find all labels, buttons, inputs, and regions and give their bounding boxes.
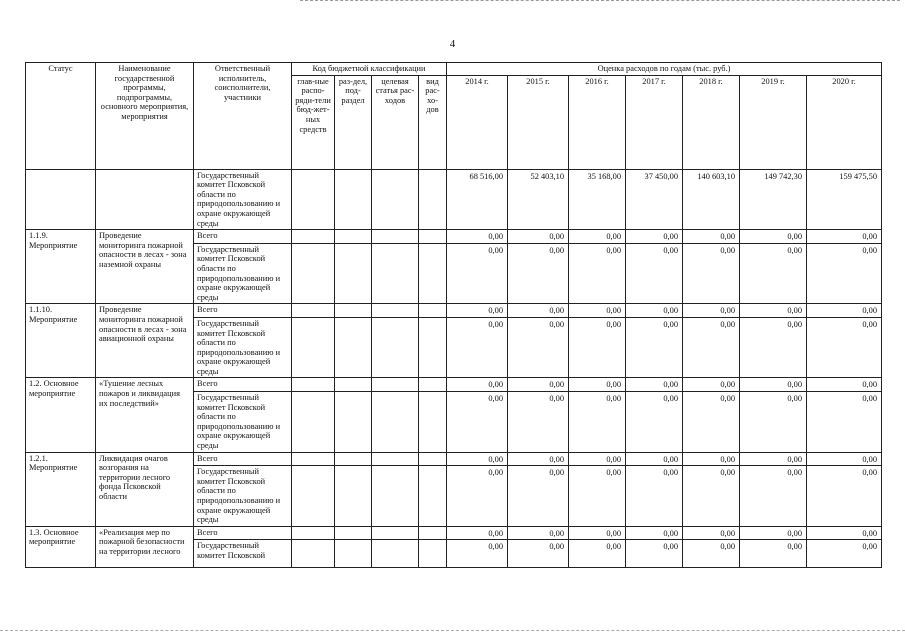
value-cell: 0,00 <box>626 392 683 453</box>
status-cell: 1.2.1. Мероприятие <box>26 452 96 526</box>
value-cell: 0,00 <box>447 304 508 318</box>
value-cell: 0,00 <box>447 378 508 392</box>
value-cell: 0,00 <box>626 466 683 527</box>
status-cell: 1.2. Основное мероприятие <box>26 378 96 452</box>
value-cell: 0,00 <box>447 317 508 378</box>
value-cell: 0,00 <box>807 230 882 244</box>
name-cell: Проведение мониторинга пожарной опасности в лесах - зона наземной охраны <box>96 230 194 304</box>
header-year: 2018 г. <box>683 75 740 169</box>
name-cell <box>96 169 194 230</box>
value-cell: 0,00 <box>569 540 626 568</box>
header-expenses: Оценка расходов по годам (тыс. руб.) <box>447 63 882 76</box>
table-row <box>26 230 882 244</box>
name-cell: «Тушение лесных пожаров и ликвидация их последствий» <box>96 378 194 452</box>
header-year: 2017 г. <box>626 75 683 169</box>
value-cell: 0,00 <box>740 392 807 453</box>
value-cell: 0,00 <box>626 378 683 392</box>
scan-edge-bottom <box>0 630 905 633</box>
value-cell: 0,00 <box>508 378 569 392</box>
value-cell: 0,00 <box>508 230 569 244</box>
value-cell: 0,00 <box>508 466 569 527</box>
value-cell: 0,00 <box>569 392 626 453</box>
value-cell: 0,00 <box>626 317 683 378</box>
value-cell: 0,00 <box>683 392 740 453</box>
name-cell: «Реализация мер по пожарной безопасности на территории лесного <box>96 526 194 568</box>
header-name: Наименование государственной программы, подпрограммы, основного мероприятия, мероприятия <box>96 63 194 170</box>
value-cell: 0,00 <box>508 526 569 540</box>
value-cell: 0,00 <box>447 466 508 527</box>
value-cell: 0,00 <box>626 452 683 466</box>
value-cell: 0,00 <box>807 243 882 304</box>
value-cell: 0,00 <box>447 540 508 568</box>
value-cell: 0,00 <box>683 526 740 540</box>
responsible-cell: Государственный комитет Псковской <box>194 540 292 568</box>
header-budget-col: вид рас-хо-дов <box>419 75 447 169</box>
value-cell: 0,00 <box>807 317 882 378</box>
header-year: 2020 г. <box>807 75 882 169</box>
responsible-cell: Государственный комитет Псковской области по природопользованию и охране окружающей среды <box>194 466 292 527</box>
value-cell: 0,00 <box>569 304 626 318</box>
status-cell: 1.1.10. Мероприятие <box>26 304 96 378</box>
scan-edge-top <box>300 0 900 4</box>
header-budget-col: раз-дел, под-раздел <box>335 75 372 169</box>
total-label: Всего <box>194 230 292 244</box>
value-cell: 0,00 <box>683 466 740 527</box>
total-label: Всего <box>194 526 292 540</box>
value-cell: 0,00 <box>626 304 683 318</box>
value-cell: 0,00 <box>740 540 807 568</box>
header-budget-code: Код бюджетной классификации <box>292 63 447 76</box>
value-cell: 68 516,00 <box>447 169 508 230</box>
header-status: Статус <box>26 63 96 170</box>
value-cell: 0,00 <box>807 392 882 453</box>
header-responsible: Ответственный исполнитель, соисполнители, участники <box>194 63 292 170</box>
table-row <box>26 452 882 466</box>
value-cell: 0,00 <box>683 540 740 568</box>
value-cell: 0,00 <box>740 317 807 378</box>
value-cell: 0,00 <box>569 230 626 244</box>
header-year: 2014 г. <box>447 75 508 169</box>
value-cell: 0,00 <box>807 452 882 466</box>
value-cell: 0,00 <box>447 230 508 244</box>
value-cell: 0,00 <box>683 243 740 304</box>
header-budget-col: глав-ные распо-ряди-тели бюд-жет-ных средств <box>292 75 335 169</box>
status-cell: 1.1.9. Мероприятие <box>26 230 96 304</box>
value-cell: 37 450,00 <box>626 169 683 230</box>
value-cell: 159 475,50 <box>807 169 882 230</box>
value-cell: 0,00 <box>626 526 683 540</box>
value-cell: 0,00 <box>683 317 740 378</box>
total-label: Всего <box>194 452 292 466</box>
value-cell: 0,00 <box>508 304 569 318</box>
value-cell: 0,00 <box>807 526 882 540</box>
value-cell: 0,00 <box>508 392 569 453</box>
value-cell: 0,00 <box>740 230 807 244</box>
value-cell: 0,00 <box>569 243 626 304</box>
value-cell: 0,00 <box>447 392 508 453</box>
header-year: 2016 г. <box>569 75 626 169</box>
header-row-1 <box>26 63 882 76</box>
value-cell: 0,00 <box>626 230 683 244</box>
table-row <box>26 169 882 230</box>
value-cell: 0,00 <box>740 526 807 540</box>
value-cell: 0,00 <box>626 243 683 304</box>
value-cell: 0,00 <box>683 230 740 244</box>
value-cell: 140 603,10 <box>683 169 740 230</box>
value-cell: 0,00 <box>447 452 508 466</box>
value-cell: 0,00 <box>447 243 508 304</box>
value-cell: 0,00 <box>740 243 807 304</box>
responsible-cell: Государственный комитет Псковской области по природопользованию и охране окружающей среды <box>194 317 292 378</box>
table-row <box>26 304 882 318</box>
value-cell: 149 742,30 <box>740 169 807 230</box>
responsible-cell: Государственный комитет Псковской области по природопользованию и охране окружающей среды <box>194 392 292 453</box>
value-cell: 0,00 <box>569 452 626 466</box>
value-cell: 0,00 <box>626 540 683 568</box>
value-cell: 0,00 <box>807 466 882 527</box>
value-cell: 0,00 <box>683 452 740 466</box>
value-cell: 0,00 <box>807 304 882 318</box>
header-year: 2015 г. <box>508 75 569 169</box>
value-cell: 52 403,10 <box>508 169 569 230</box>
total-label: Всего <box>194 304 292 318</box>
value-cell: 35 168,00 <box>569 169 626 230</box>
value-cell: 0,00 <box>807 540 882 568</box>
value-cell: 0,00 <box>807 378 882 392</box>
responsible-cell: Государственный комитет Псковской области по природопользованию и охране окружающей среды <box>194 169 292 230</box>
value-cell: 0,00 <box>508 540 569 568</box>
name-cell: Проведение мониторинга пожарной опасности в лесах - зона авиационной охраны <box>96 304 194 378</box>
header-year: 2019 г. <box>740 75 807 169</box>
total-label: Всего <box>194 378 292 392</box>
table-row <box>26 526 882 540</box>
value-cell: 0,00 <box>740 452 807 466</box>
value-cell: 0,00 <box>569 317 626 378</box>
value-cell: 0,00 <box>569 378 626 392</box>
value-cell: 0,00 <box>508 317 569 378</box>
page-number: 4 <box>449 38 456 50</box>
value-cell: 0,00 <box>508 243 569 304</box>
name-cell: Ликвидация очагов возгорания на территории лесного фонда Псковской области <box>96 452 194 526</box>
value-cell: 0,00 <box>683 378 740 392</box>
value-cell: 0,00 <box>740 378 807 392</box>
value-cell: 0,00 <box>447 526 508 540</box>
value-cell: 0,00 <box>740 304 807 318</box>
status-cell: 1.3. Основное мероприятие <box>26 526 96 568</box>
value-cell: 0,00 <box>569 526 626 540</box>
table-row <box>26 378 882 392</box>
value-cell: 0,00 <box>740 466 807 527</box>
value-cell: 0,00 <box>569 466 626 527</box>
responsible-cell: Государственный комитет Псковской области по природопользованию и охране окружающей среды <box>194 243 292 304</box>
status-cell <box>26 169 96 230</box>
value-cell: 0,00 <box>508 452 569 466</box>
header-budget-col: целевая статья рас-ходов <box>372 75 419 169</box>
value-cell: 0,00 <box>683 304 740 318</box>
budget-table <box>25 62 882 568</box>
